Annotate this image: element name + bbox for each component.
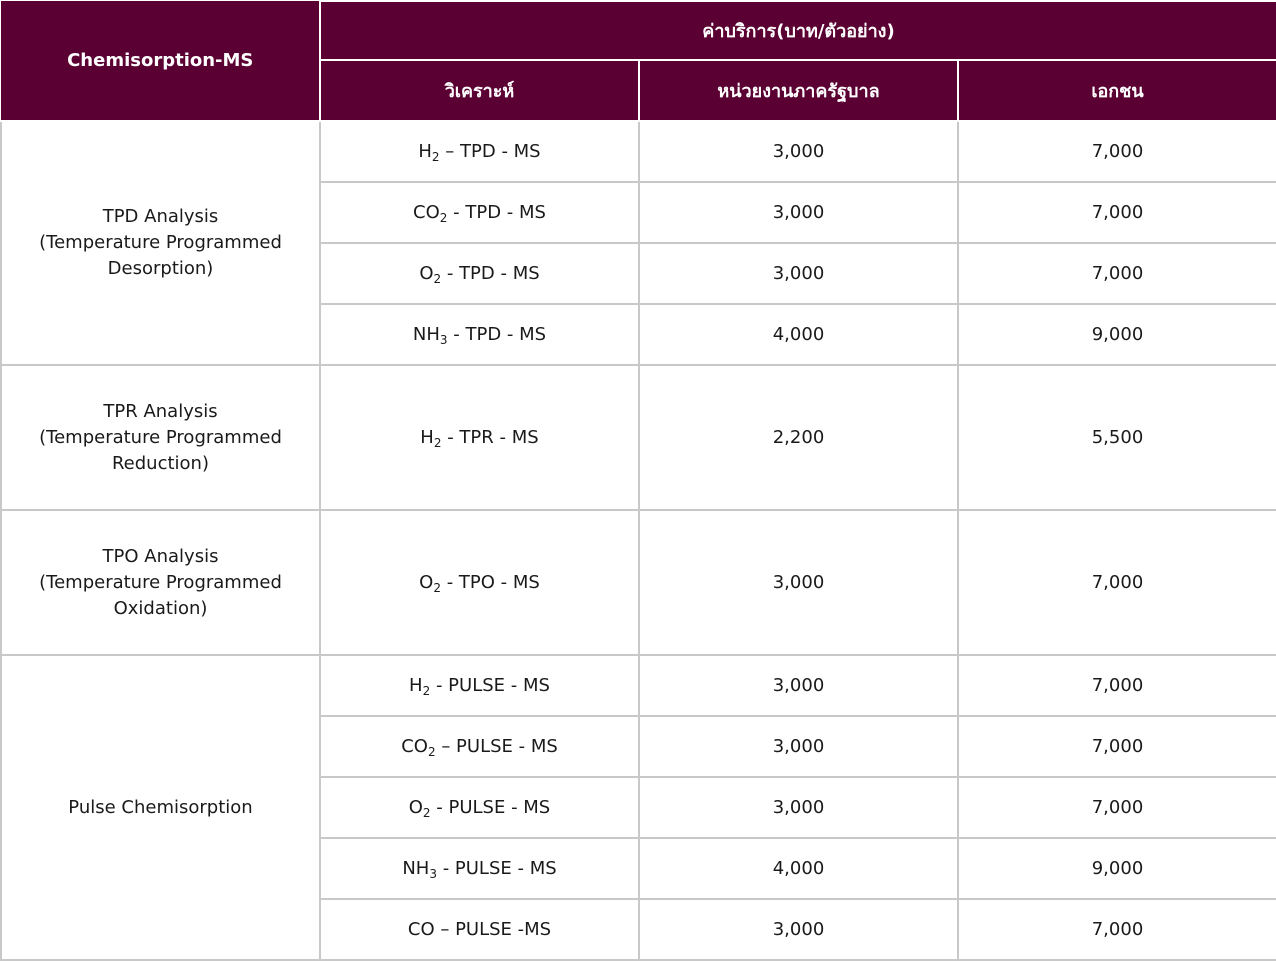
analysis-group-cell (1, 510, 320, 655)
table-row (1, 655, 1276, 716)
group-name-line: (Temperature Programmed (39, 426, 282, 448)
group-name-line: Pulse Chemisorption (68, 796, 253, 818)
method-subscript: 3 (429, 867, 437, 881)
analysis-group-cell (1, 365, 320, 510)
method-technique: - PULSE - MS (430, 797, 551, 818)
private-price-cell: 9,000 (958, 304, 1276, 365)
group-name-line: (Temperature Programmed (39, 571, 282, 593)
private-price-cell: 7,000 (958, 655, 1276, 716)
private-price-cell: 7,000 (958, 182, 1276, 243)
method-subscript: 2 (422, 806, 431, 820)
analysis-method-cell (320, 182, 639, 243)
method-technique: - TPD - MS (447, 324, 547, 345)
analysis-group-cell (1, 121, 320, 365)
method-formula: H (420, 427, 434, 448)
method-technique: - TPO - MS (440, 572, 540, 593)
method-technique: - PULSE - MS (436, 858, 557, 879)
table-body (1, 121, 1276, 960)
analysis-method-cell (320, 304, 639, 365)
method-subscript: 2 (433, 581, 441, 595)
method-subscript: 2 (433, 272, 442, 286)
analysis-method-cell (320, 365, 639, 510)
government-price-cell: 3,000 (639, 655, 958, 716)
method-subscript: 2 (427, 745, 436, 759)
private-price-cell: 7,000 (958, 243, 1276, 304)
government-column-header: หน่วยงานภาครัฐบาล (639, 60, 958, 121)
method-subscript: 3 (439, 333, 448, 347)
table-row (1, 365, 1276, 510)
analysis-method-cell (320, 716, 639, 777)
government-price-cell: 3,000 (639, 510, 958, 655)
government-price-cell: 3,000 (639, 899, 958, 960)
method-formula: NH (402, 858, 430, 879)
fee-group-header: ค่าบริการ(บาท/ตัวอย่าง) (320, 1, 1276, 60)
method-formula: O (419, 572, 434, 593)
method-formula: O (408, 797, 423, 818)
private-price-cell: 7,000 (958, 716, 1276, 777)
government-price-cell: 4,000 (639, 838, 958, 899)
method-technique: – TPD - MS (439, 141, 541, 162)
method-formula: CO (413, 202, 440, 223)
analysis-method-cell (320, 777, 639, 838)
government-price-cell: 4,000 (639, 304, 958, 365)
method-technique: - PULSE - MS (430, 675, 550, 696)
government-price-cell: 3,000 (639, 121, 958, 182)
corner-header: Chemisorption-MS (1, 1, 320, 121)
analysis-method-cell (320, 510, 639, 655)
private-column-header: เอกชน (958, 60, 1276, 121)
government-price-cell: 2,200 (639, 365, 958, 510)
private-price-cell: 7,000 (958, 899, 1276, 960)
method-subscript: 2 (439, 211, 448, 225)
group-name-line: TPR Analysis (103, 400, 218, 422)
private-price-cell: 9,000 (958, 838, 1276, 899)
group-name-line: Oxidation) (113, 597, 208, 619)
table-header (1, 1, 1276, 121)
method-formula: H (418, 141, 432, 162)
group-name-line: TPD Analysis (102, 206, 219, 227)
private-price-cell: 5,500 (958, 365, 1276, 510)
analysis-method-cell (320, 838, 639, 899)
method-formula: NH (412, 324, 440, 345)
government-price-cell: 3,000 (639, 777, 958, 838)
method-technique: - TPR - MS (441, 427, 539, 448)
method-subscript: 2 (431, 150, 440, 164)
government-price-cell: 3,000 (639, 182, 958, 243)
method-subscript: 2 (422, 684, 431, 698)
government-price-cell: 3,000 (639, 243, 958, 304)
government-price-cell: 3,000 (639, 716, 958, 777)
group-name-line: (Temperature Programmed (39, 232, 282, 253)
method-technique: - TPD - MS (447, 202, 546, 223)
method-technique: - TPD - MS (441, 263, 540, 284)
method-technique: – PULSE -MS (434, 919, 552, 940)
method-formula: CO (401, 736, 428, 757)
group-name-line: TPO Analysis (102, 545, 219, 567)
analysis-group-cell (1, 655, 320, 960)
group-name-line: Desorption) (107, 258, 214, 279)
analysis-method-cell (320, 655, 639, 716)
method-formula: O (419, 263, 434, 284)
analysis-column-header: วิเคราะห์ (320, 60, 639, 121)
analysis-method-cell (320, 243, 639, 304)
method-formula: CO (407, 919, 435, 940)
table-row (1, 121, 1276, 182)
private-price-cell: 7,000 (958, 121, 1276, 182)
analysis-method-cell (320, 121, 639, 182)
private-price-cell: 7,000 (958, 510, 1276, 655)
group-name-line: Reduction) (111, 452, 209, 474)
private-price-cell: 7,000 (958, 777, 1276, 838)
analysis-method-cell (320, 899, 639, 960)
method-technique: – PULSE - MS (435, 736, 558, 757)
table-row (1, 510, 1276, 655)
method-formula: H (409, 675, 423, 696)
method-subscript: 2 (433, 436, 442, 450)
